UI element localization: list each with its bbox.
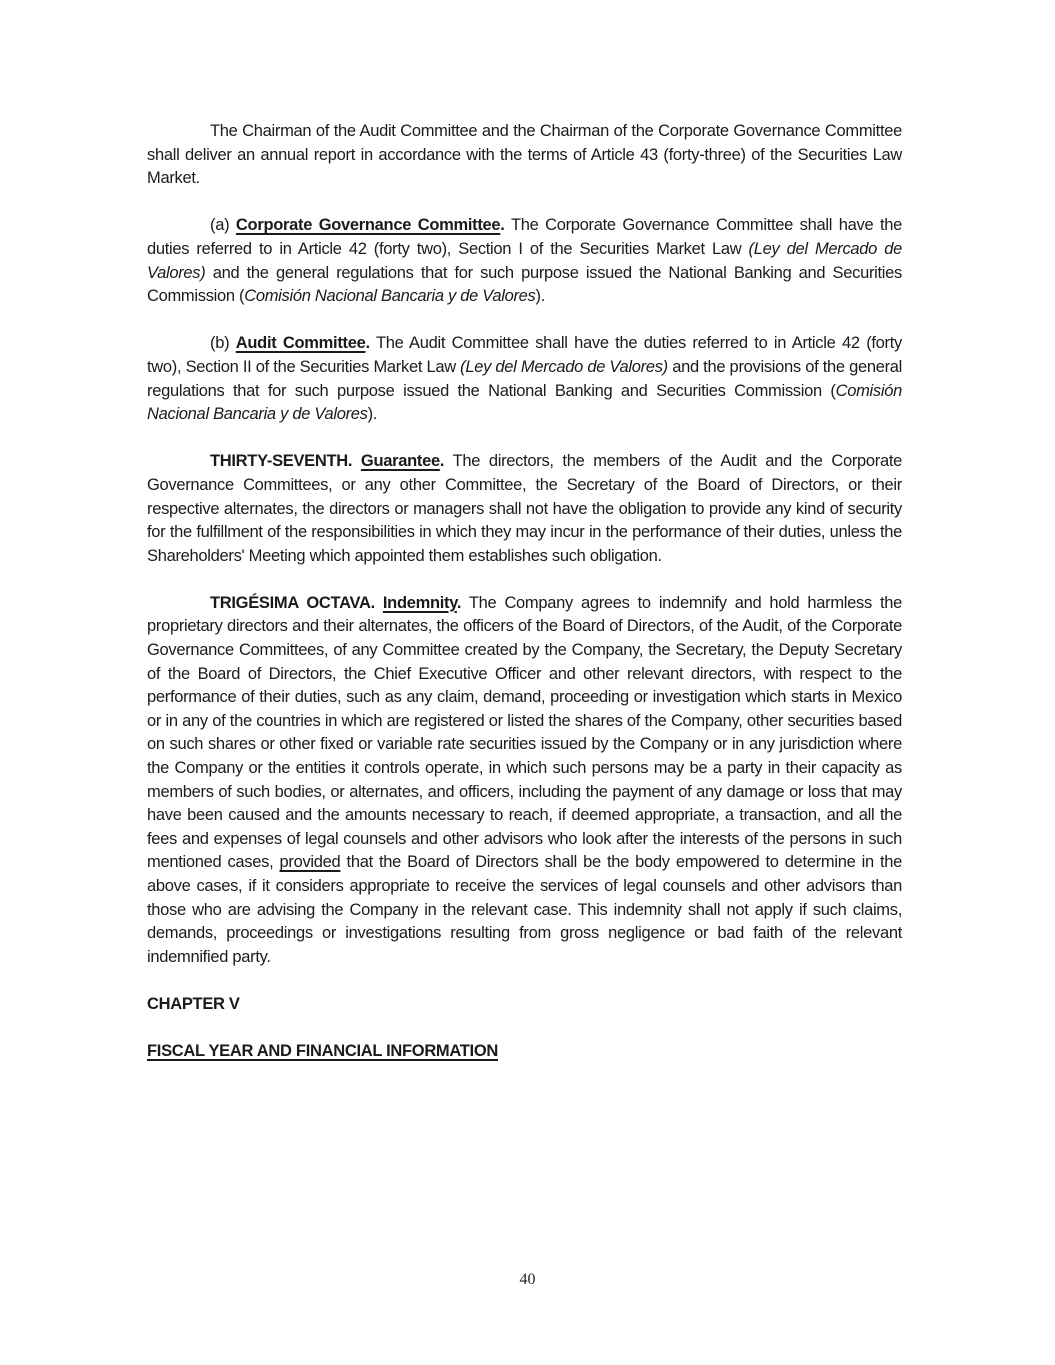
text-run: TRIGÉSIMA OCTAVA. [210,593,383,612]
heading-fiscal-year-and-financial-information [147,1040,902,1064]
text-run: Indemnity [382,593,457,612]
paragraph-b-audit-committee [147,332,902,426]
text-run: . [500,216,505,235]
text-run: The Company agrees to indemnify and hold harmless the proprietary directors and their alternates, the officers of the Board of Directors, of the Audit, of the Corporate Governance Committees, of any Committee created by the Company, the Secretary, the Deputy Secretary of the Board of Directors, the Chief Executive Officer and other relevant directors, with respect to the performance of their duties, such as any claim, demand, proceeding or investigation which starts in Mexico or in any of the countries in which are registered or listed the shares of the Company, other securities based on such shares or other fixed or variable rate securities issued by the Company or in any jurisdiction where the Company or the entities it controls operate, in which such persons may be a party in their capacity as members of such bodies, or alternates, and officers, including the payment of any damage or loss that may have been caused and the amounts necessary to reach, if deemed appropriate, a transaction, and all the fees and expenses of legal counsels and other advisors who look after the interests of the persons in such mentioned cases, [147,593,903,872]
paragraph-trigesima-octava-indemnity [147,592,902,970]
text-run: (Ley del Mercado de Valores) [147,239,903,282]
text-run: Audit Committee [235,334,366,353]
page-number: 40 [519,1271,536,1288]
text-run: (a) [210,216,236,235]
text-run: (Ley del Mercado de Valores) [460,357,668,376]
heading-chapter-v [147,993,902,1017]
document-content [147,120,902,1087]
text-run: ). [535,287,545,306]
text-run: . [365,334,370,353]
text-run: and the provisions of the general regulations that for such purpose issued the National Banking and Securities Commission ( [147,357,903,400]
text-run: (b) [210,334,236,353]
text-run: and the general regulations that for such purpose issued the National Banking and Securities Commission ( [147,263,902,306]
text-run: ). [367,405,378,424]
text-run: The Audit Committee shall have the duties referred to in Article 42 (forty two), Section II of the Securities Market Law [147,334,902,376]
text-run: Corporate Governance Committee [235,216,501,235]
text-run: Comisión Nacional Bancaria y de Valores [147,381,902,424]
text-run: provided [279,853,341,872]
paragraph-chairman-annual-report [147,120,902,191]
text-run: The Chairman of the Audit Committee and the Chairman of the Corporate Governance Committee shall deliver an annual report in accordance with the terms of Article 43 (forty-three) of the Securities Law Market. [147,122,902,188]
paragraph-thirty-seventh-guarantee [147,450,902,568]
text-run: FISCAL YEAR AND FINANCIAL INFORMATION [147,1042,498,1061]
paragraph-a-corporate-governance-committee [147,214,902,308]
text-run: . [439,452,445,471]
text-run: Guarantee [360,452,440,471]
text-run: that the Board of Directors shall be the body empowered to determine in the above cases, if it considers appropriate to receive the services of legal counsels and other advisors than those who are advising the Company in the relevant case. This indemnity shall not apply if such claims, demands, proceedings or investigations resulting from gross negligence or bad faith of the relevant indemnified party. [147,853,902,966]
text-run: Comisión Nacional Bancaria y de Valores [244,287,536,306]
text-run: The directors, the members of the Audit and the Corporate Governance Committees, or any other Committee, the Secretary of the Board of Directors, or their respective alternates, the directors or managers shall not have the obligation to provide any kind of security for the fulfillment of the responsibilities in which they may incur in the performance of their duties, unless the Shareholders' Meeting which appointed them establishes such obligation. [147,452,902,565]
text-run: The Corporate Governance Committee shall have the duties referred to in Article 42 (forty two), Section I of the Securities Market Law [147,216,903,258]
text-run: CHAPTER V [147,994,240,1013]
text-run: . [456,593,462,612]
text-run: THIRTY-SEVENTH. [210,452,361,471]
